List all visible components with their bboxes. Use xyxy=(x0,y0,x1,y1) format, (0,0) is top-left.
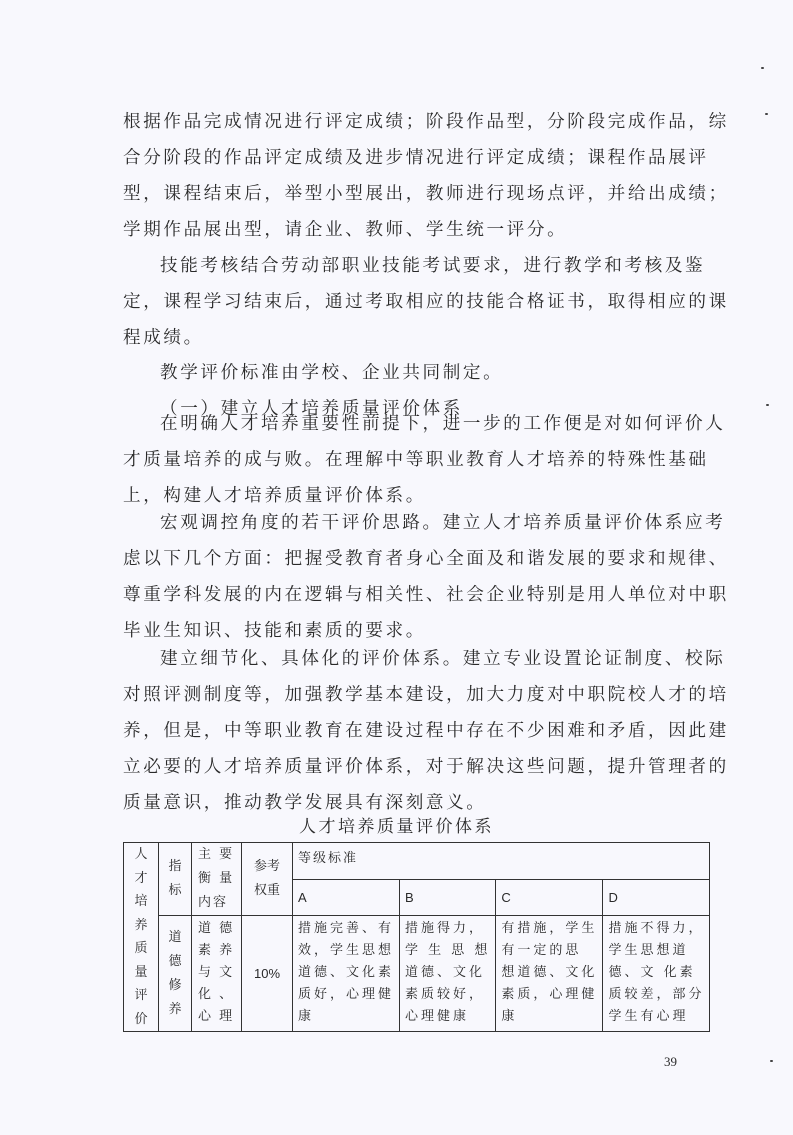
row-level-d xyxy=(603,916,710,1032)
cell-line: 措施不得力， xyxy=(608,921,705,937)
page-number: 39 xyxy=(664,1054,677,1069)
paragraph-line: 尊重学科发展的内在逻辑与相关性、社会企业特别是用人单位对中职 xyxy=(123,585,729,605)
cell-line: 素质，心理健 xyxy=(501,987,598,1003)
cell-line: 参考 xyxy=(253,859,280,875)
header-grade-a: A xyxy=(293,880,400,916)
paragraph-line: 建立细节化、具体化的评价体系。建立专业设置论证制度、校际 xyxy=(160,649,726,669)
cell-line: 康 xyxy=(501,1009,518,1025)
cell-line: 道 德 xyxy=(198,921,235,937)
paragraph-line: 教学评价标准由学校、企业共同制定。 xyxy=(160,363,504,383)
cell-line: 指 xyxy=(168,859,182,875)
row-content xyxy=(192,916,242,1032)
cell-line: 学生思想道 xyxy=(608,943,689,959)
header-grade-b: B xyxy=(400,880,496,916)
cell-line: 标 xyxy=(168,883,182,899)
scan-speck xyxy=(770,1060,773,1062)
paragraph-line: 才质量培养的成与败。在理解中等职业教育人才培养的特殊性基础 xyxy=(123,450,709,470)
cell-line: 有一定的思 xyxy=(501,943,582,959)
table-title: 人才培养质量评价体系 xyxy=(299,817,494,837)
cell-line: 措施完善、有 xyxy=(298,921,395,937)
row-indicator xyxy=(159,916,192,1032)
cell-line: 修 xyxy=(168,977,182,993)
cell-line: 人 xyxy=(134,847,148,862)
cell-line: 德 xyxy=(168,953,182,969)
row-level-c xyxy=(496,916,603,1032)
header-grade-d: D xyxy=(603,880,710,916)
cell-line: 素 养 xyxy=(198,943,235,959)
cell-line: 道 xyxy=(168,929,182,945)
header-grade-c: C xyxy=(496,880,603,916)
cell-line: 想道德、文化 xyxy=(501,965,598,981)
cell-line: 价 xyxy=(134,1011,148,1027)
paragraph-line: 程成绩。 xyxy=(123,328,204,348)
paragraph-line: 对照评测制度等，加强教学基本建设，加大力度对中职院校人才的培 xyxy=(123,685,729,705)
cell-line: 量 xyxy=(134,964,148,980)
cell-line: 化 、 xyxy=(198,987,235,1003)
cell-line: 德、文 化素 xyxy=(608,965,696,981)
paragraph-line: （一）建立人才培养质量评价体系 xyxy=(160,399,463,419)
header-grade-standard: 等级标准 xyxy=(293,843,710,880)
cell-line: 培 xyxy=(134,894,148,909)
cell-line: 养 xyxy=(168,1001,182,1017)
paragraph-line: 合分阶段的作品评定成绩及进步情况进行评定成绩；课程作品展评 xyxy=(123,148,709,168)
row-level-a xyxy=(293,916,400,1032)
cell-line: 质较差，部分 xyxy=(608,987,705,1003)
paragraph-line: 上，构建人才培养质量评价体系。 xyxy=(123,486,426,506)
paragraph-line: 学期作品展出型，请企业、教师、学生统一评分。 xyxy=(123,220,568,240)
paragraph-line: 定，课程学习结束后，通过考取相应的技能合格证书，取得相应的课 xyxy=(123,292,729,312)
paragraph-line: 技能考核结合劳动部职业技能考试要求，进行教学和考核及鉴 xyxy=(160,256,706,276)
header-talent-evaluation xyxy=(124,843,159,1032)
cell-line: 效，学生思想 xyxy=(298,943,395,959)
cell-line: 与 文 xyxy=(198,965,235,981)
paragraph-line: 质量意识，推动教学发展具有深刻意义。 xyxy=(123,793,487,813)
cell-line: 道德、文化素 xyxy=(298,965,395,981)
row-weight: 10% xyxy=(242,916,293,1032)
cell-line: 学 生 思 想 xyxy=(405,943,491,959)
cell-line: 才 xyxy=(134,870,148,886)
scan-speck xyxy=(765,113,768,115)
row-level-b xyxy=(400,916,496,1032)
cell-line: 素质较好， xyxy=(405,987,486,1003)
paragraph-line: 养，但是，中等职业教育在建设过程中存在不少困难和矛盾，因此建 xyxy=(123,721,729,741)
cell-line: 评 xyxy=(134,988,148,1003)
cell-line: 措施得力， xyxy=(405,921,486,937)
evaluation-table xyxy=(123,842,710,1032)
cell-line: 学生有心理 xyxy=(608,1009,689,1025)
header-main-content xyxy=(192,843,242,916)
cell-line: 康 xyxy=(298,1009,315,1025)
paragraph-line: 宏观调控角度的若干评价思路。建立人才培养质量评价体系应考 xyxy=(160,513,726,533)
header-indicator xyxy=(159,843,192,916)
cell-line: 养 xyxy=(134,917,148,933)
cell-line: 质好，心理健 xyxy=(298,987,395,1003)
paragraph-line: 毕业生知识、技能和素质的要求。 xyxy=(123,621,426,641)
scan-speck xyxy=(766,404,769,406)
cell-line: 衡 量 xyxy=(198,871,235,886)
cell-line: 有措施，学生 xyxy=(501,921,598,937)
paragraph-line: 在明确人才培养重要性前提下，进一步的工作便是对如何评价人 xyxy=(160,414,726,434)
cell-line: 质 xyxy=(134,941,148,956)
scan-speck xyxy=(761,67,764,69)
paragraph-line: 虑以下几个方面：把握受教育者身心全面及和谐发展的要求和规律、 xyxy=(123,549,729,569)
paragraph-line: 型，课程结束后，举型小型展出，教师进行现场点评，并给出成绩； xyxy=(123,184,729,204)
paragraph-line: 立必要的人才培养质量评价体系，对于解决这些问题，提升管理者的 xyxy=(123,757,729,777)
cell-line: 权重 xyxy=(253,883,280,899)
cell-line: 道德、文化 xyxy=(405,965,486,981)
cell-line: 主 要 xyxy=(198,847,235,862)
cell-line: 内容 xyxy=(198,895,229,910)
header-weight xyxy=(242,843,293,916)
paragraph-line: 根据作品完成情况进行评定成绩；阶段作品型，分阶段完成作品，综 xyxy=(123,112,729,132)
cell-line: 心 理 xyxy=(198,1009,235,1025)
cell-line: 心理健康 xyxy=(405,1009,470,1025)
